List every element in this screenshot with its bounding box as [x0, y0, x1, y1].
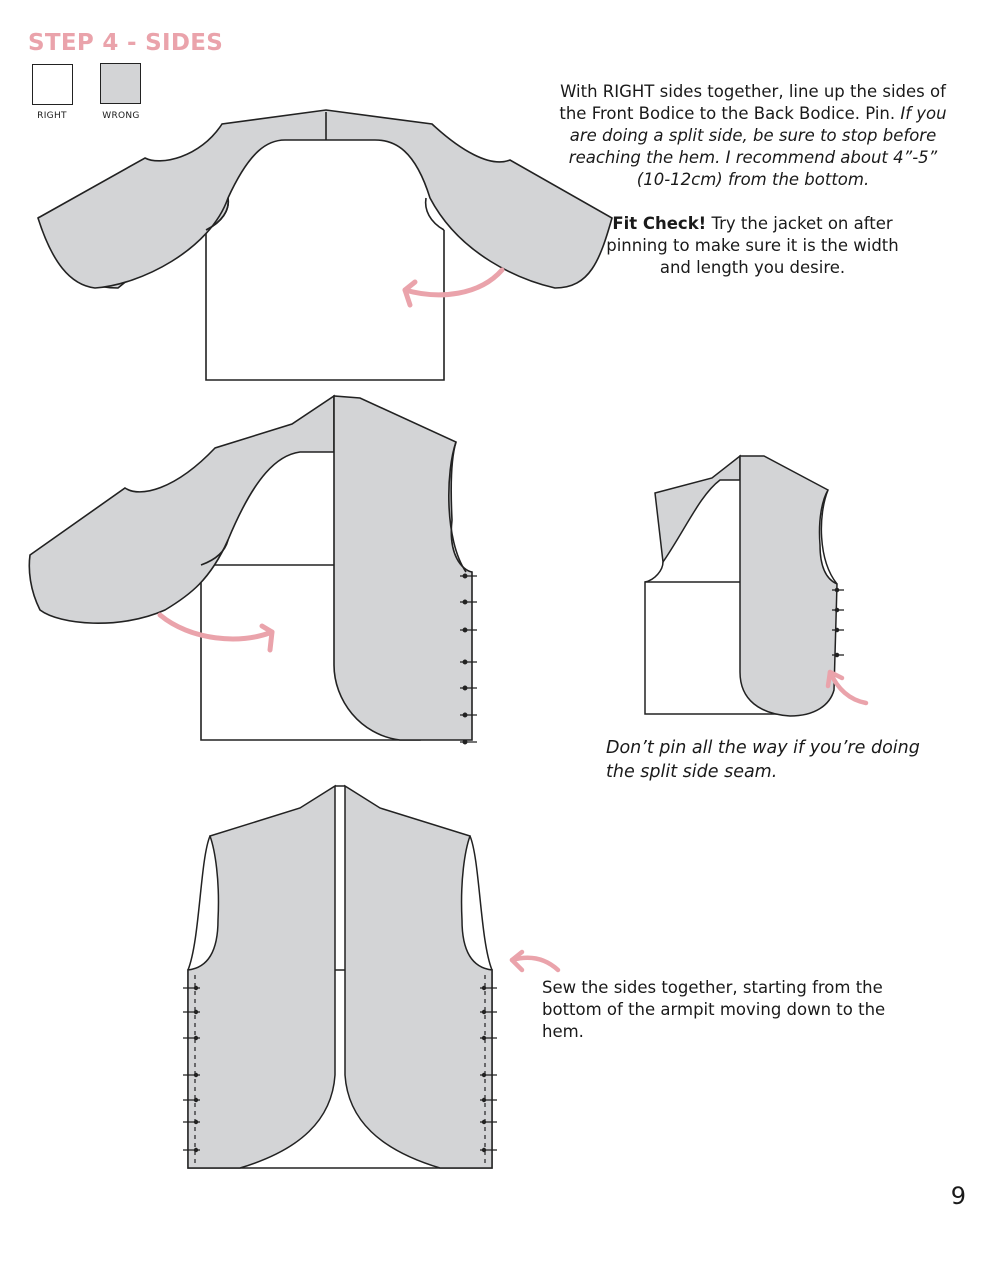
instruction-intro-plain: With RIGHT sides together, line up the sides of the Front Bodice to the Back Bodice. Pin.	[559, 82, 946, 123]
page-title: STEP 4 - SIDES	[28, 30, 224, 56]
split-side-pinned-figure	[645, 456, 837, 716]
sides-sewn-figure	[188, 786, 492, 1168]
page-number: 9	[950, 1182, 966, 1210]
legend-right-label: RIGHT	[37, 111, 67, 121]
instruction-intro-italic: If you are doing a split side, be sure to stop before reaching the hem. I recommend about 4”-5” (10-12cm) from the bottom.	[568, 104, 947, 189]
fit-check-text: Try the jacket on after pinning to make sure it is the width and length you desire.	[606, 214, 899, 277]
fit-check-label: Fit Check!	[612, 214, 707, 233]
legend-wrong-label: WRONG	[102, 111, 140, 121]
jacket-open-sleeves-figure	[38, 110, 612, 380]
front-folded-over-figure	[29, 396, 472, 740]
pointer-arrow-4	[512, 952, 558, 970]
split-side-note: Don’t pin all the way if you’re doing the split side seam.	[606, 738, 920, 782]
sew-sides-note: Sew the sides together, starting from the bottom of the armpit moving down to the hem.	[542, 978, 886, 1041]
